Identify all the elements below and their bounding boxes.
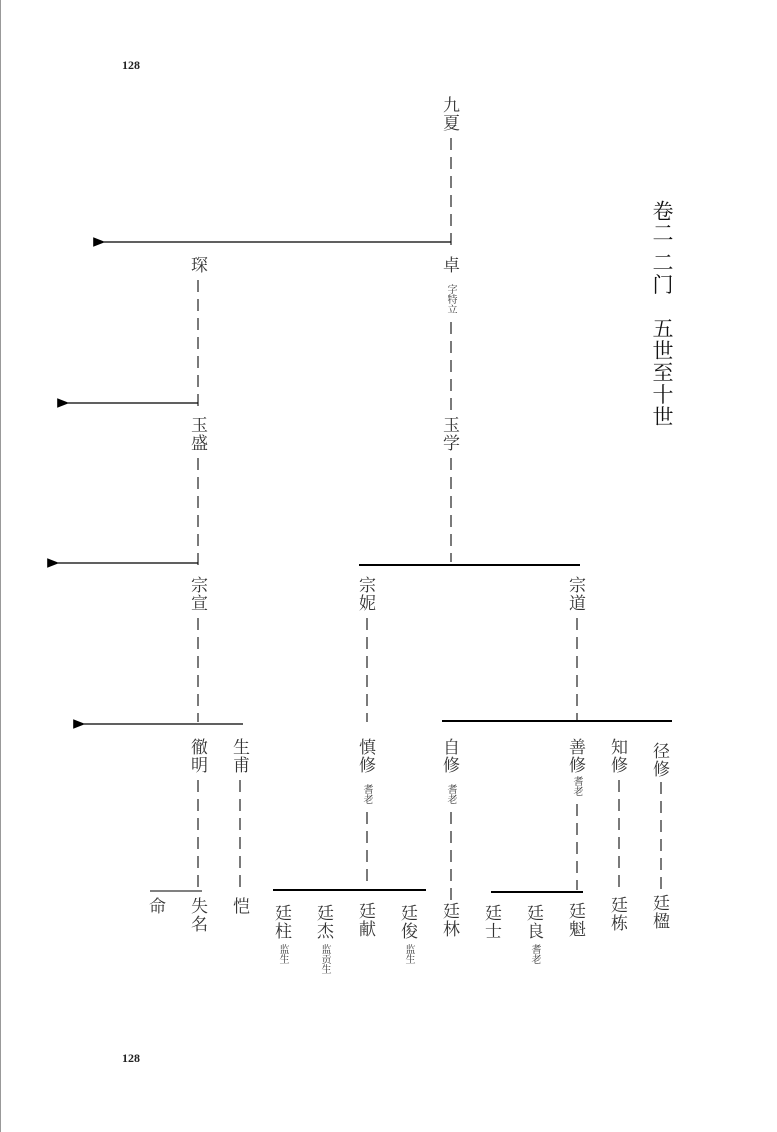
name-tinglin: 廷林 [439, 902, 459, 938]
name-jiuxia: 九夏 [439, 96, 459, 132]
name-kai: 恺 [229, 897, 249, 915]
name-tingdong: 廷栋 [607, 896, 627, 932]
page-title: 卷二 二门 五世至十世 [650, 200, 674, 428]
note-zixiu: 耆老 [445, 784, 456, 804]
note-tingjun: 监生 [403, 944, 414, 964]
name-zhixiu: 知修 [607, 738, 627, 774]
name-zongni: 宗妮 [355, 576, 375, 612]
name-shiming: 失名 [187, 897, 207, 933]
note-tingjie: 监贡生 [319, 944, 330, 974]
name-tingkui: 廷魁 [565, 902, 585, 938]
page-number-top: 128 [122, 58, 140, 72]
note-tingliang: 耆老 [529, 944, 540, 964]
name-zongdao: 宗道 [565, 576, 585, 612]
name-jingxiu: 径修 [649, 742, 669, 778]
note-zhuo: 字特立 [445, 284, 456, 314]
name-zhuo: 卓 [439, 256, 459, 274]
name-cheming: 徹明 [187, 738, 207, 774]
name-shengfu: 生甫 [229, 738, 249, 774]
name-shen: 琛 [187, 256, 207, 274]
name-tingshi: 廷士 [481, 904, 501, 940]
name-tingyi: 廷楹 [649, 894, 669, 930]
name-tingzhu: 廷柱 [271, 904, 291, 940]
name-tingxian: 廷献 [355, 902, 375, 938]
name-tingjie: 廷杰 [313, 904, 333, 940]
name-zixiu: 自修 [439, 738, 459, 774]
name-yuxue: 玉学 [439, 416, 459, 452]
name-tingjun: 廷俊 [397, 904, 417, 940]
name-ming: 命 [145, 897, 165, 915]
name-tingliang: 廷良 [523, 904, 543, 940]
note-tingzhu: 监生 [277, 944, 288, 964]
note-shanxiu: 耆老 [571, 776, 582, 796]
name-zongxuan: 宗宣 [187, 576, 207, 612]
page-number-bottom: 128 [122, 1051, 140, 1065]
name-shanxiu: 善修 [565, 738, 585, 774]
name-yusheng: 玉盛 [187, 416, 207, 452]
note-shenxiu: 耆老 [361, 784, 372, 804]
name-shenxiu: 慎修 [355, 738, 375, 774]
